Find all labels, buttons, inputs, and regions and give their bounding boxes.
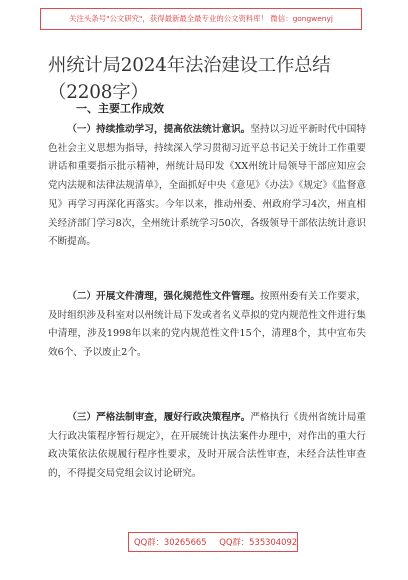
paragraph-lead: （三）严格法制审查，履好行政决策程序。 xyxy=(67,412,251,423)
document-title: 州统计局2024年法治建设工作总结（2208字） xyxy=(48,55,331,103)
paragraph-body: 按照州委有关工作要求，及时组织涉及科室对以州统计局下发或者名义草拟的党内规范性文件进行集中清理，涉及1998年以来的党内规范性文件15个，清理8个，其中宣布失效6个、予以废止2个。 xyxy=(48,291,366,359)
paragraph-lead: （一）持续推动学习，提高依法统计意识。 xyxy=(67,124,251,135)
paragraph-lead: （二）开展文件清理，强化规范性文件管理。 xyxy=(67,291,260,302)
promo-footer-banner xyxy=(128,532,298,552)
paragraph-body: 严格执行《贵州省统计局重大行政决策程序暂行规定》，在开展统计执法案件办理中，对作出的重大行政决策依法依规履行程序性要求，及时开展合法性审查，未经合法性审查的，不得提交局党组会议讨论研究。 xyxy=(48,412,366,480)
qq-group-2-text: QQ群：535304092 xyxy=(219,537,298,547)
qq-group-1-text: QQ群：30265665 xyxy=(134,537,207,547)
paragraph-body: 坚持以习近平新时代中国特色社会主义思想为指导，持续深入学习贯彻习近平总书记关于统计工作重要讲话和重要指示批示精神，州统计局印发《XX州统计局领导干部应知应会党内法规和法律法规清单》，全面抓好中央《意见》《办法》《规定》《监督意见》再学习再深化再落实。今年以来，推动州委、州政府学习4次，州直相关经济部门学习8次，全州统计系统学习50次，各级领导干部依法统计意识不断提高。 xyxy=(48,124,366,248)
paragraph-legal-review xyxy=(48,409,366,484)
paragraph-document-cleanup xyxy=(48,288,366,363)
promo-header-banner: 关注头条号"公文研究"，获得最新最全最专业的公文资料库！ 微信：gongwenyj xyxy=(40,8,362,30)
paragraph-study xyxy=(48,121,366,252)
section-heading-main-results: 一、主要工作成效 xyxy=(76,102,164,115)
